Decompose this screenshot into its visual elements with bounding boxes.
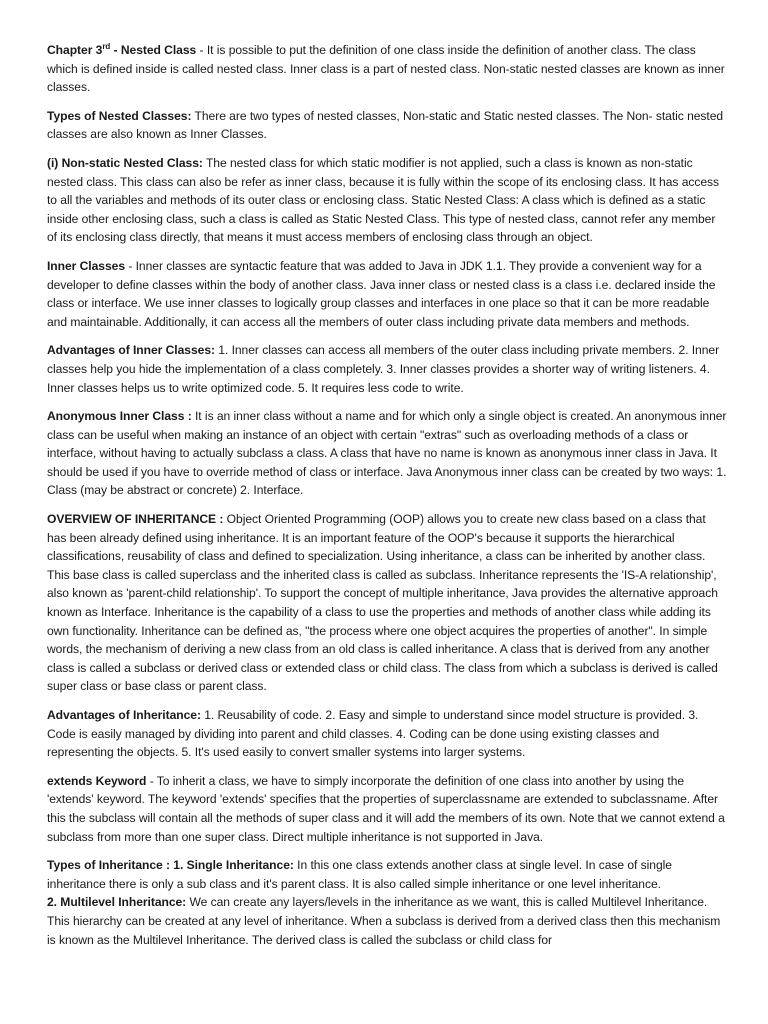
paragraph-overview-of-inheritance xyxy=(47,510,728,696)
paragraph-body: In this one class extends another class at single level. In case of single inheritance there is only a sub class and it's parent class. It is also called simple inheritance or one level inheritance. xyxy=(47,858,672,891)
paragraph-body: - Inner classes are syntactic feature that was added to Java in JDK 1.1. They provide a convenient way for a developer to define classes within the body of another class. Java inner class or nested class is a class i.e. declared inside the class or interface. We use inner classes to logically group classes and interfaces in one place so that it can be more readable and maintainable. Additionally, it can access all the members of outer class including private data members and methods. xyxy=(47,258,716,329)
paragraph-lead: (i) Non-static Nested Class: xyxy=(47,155,203,170)
paragraph-lead: extends Keyword xyxy=(47,773,147,788)
paragraph-lead: Advantages of Inheritance: xyxy=(47,708,201,722)
paragraph-lead: Inner Classes xyxy=(47,258,126,273)
paragraph-lead: OVERVIEW OF INHERITANCE : xyxy=(47,512,224,527)
paragraph-types-of-nested-classes xyxy=(47,107,728,144)
paragraph-advantages-inner-classes xyxy=(47,341,728,397)
paragraph-body: There are two types of nested classes, Non-static and Static nested classes. The Non- static nested classes are also known as Inner Classes. xyxy=(47,108,724,142)
chapter-ordinal-suffix: rd xyxy=(102,41,111,51)
paragraph-body: - It is possible to put the definition of one class inside the definition of another class. The class which is defined inside is called nested class. Inner class is a part of nested class. Non-static nested classes are known as inner classes. xyxy=(47,43,725,95)
paragraph-nested-class xyxy=(47,41,728,97)
paragraph-body: The nested class for which static modifier is not applied, such a class is known as non-static nested class. This class can also be refer as inner class, because it is fully within the scope of its enclosing class. It has access to all the variables and methods of its outer class or enclosing class. Static Nested Class: A class which is defined as a static inside other enclosing class, such a class is called as Static Nested Class. This type of nested class, cannot refer any member of its enclosing class directly, that means it must access members of enclosing class through an object. xyxy=(47,155,720,245)
paragraph-lead: Advantages of Inner Classes: xyxy=(47,343,215,358)
paragraph-inner-classes xyxy=(47,257,728,331)
paragraph-lead: Types of Nested Classes: xyxy=(47,108,192,123)
paragraph-extends-keyword xyxy=(47,772,728,846)
paragraph-body-multilevel: We can create any layers/levels in the inheritance as we want, this is called Multilevel Inheritance. This hierarchy can be created at any level of inheritance. When a subclass is derived from a derived class then this mechanism is known as the Multilevel Inheritance. The derived class is called the subclass or child class for xyxy=(47,895,721,947)
paragraph-lead: Anonymous Inner Class : xyxy=(47,409,192,424)
paragraph-anonymous-inner-class xyxy=(47,407,728,500)
paragraph-body: Object Oriented Programming (OOP) allows you to create new class based on a class that has been already defined using inheritance. It is an important feature of the OOP's because it supports the hierarchical classifications, reusability of class and defined to specialization. Using inheritance, a class can be inherited by another class. This base class is called superclass and the inherited class is called as subclass. Inheritance represents the 'IS-A relationship', also known as 'parent-child relationship'. To support the concept of multiple inheritance, Java provides the alternative approach known as Interface. Inheritance is the capability of a class to use the properties and methods of another class while adding its own functionality. Inheritance can be defined as, "the process where one object acquires the properties of another". In simple words, the mechanism of deriving a new class from an old class is called inheritance. A class that is derived from any another class is called a subclass or derived class or extended class or child class. The class from which a subclass is derived is called super class or base class or parent class. xyxy=(47,512,718,694)
paragraph-body: It is an inner class without a name and for which only a single object is created. An anonymous inner class can be useful when making an instance of an object with certain "extras" such as overloading methods of a class or interface, without having to actually subclass a class. A class that have no name is known as anonymous inner class in Java. It should be used if you have to override method of class or interface. Java Anonymous inner class can be created by two ways: 1. Class (may be abstract or concrete) 2. Interface. xyxy=(47,409,727,498)
paragraph-lead-multilevel: 2. Multilevel Inheritance: xyxy=(47,895,187,910)
paragraph-body: 1. Inner classes can access all members of the outer class including private members. 2. Inner classes help you hide the implementation of a class completely. 3. Inner classes provides a shorter way of writing listeners. 4. Inner classes helps us to write optimized code. 5. It requires less code to write. xyxy=(47,343,720,395)
paragraph-advantages-of-inheritance xyxy=(47,706,728,762)
paragraph-body: 1. Reusability of code. 2. Easy and simple to understand since model structure is provided. 3. Code is easily managed by dividing into parent and child classes. 4. Coding can be done using existing classes and representing the objects. 5. It's used easily to convert smaller systems into larger systems. xyxy=(47,708,699,760)
paragraph-body: - To inherit a class, we have to simply incorporate the definition of one class into another by using the 'extends' keyword. The keyword 'extends' specifies that the properties of superclassname are extended to subclassname. After this the subclass will contain all the methods of super class and it will add the members of its own. Note that we cannot extend a subclass from more than one super class. Direct multiple inheritance is not supported in Java. xyxy=(47,773,725,844)
chapter-heading: Chapter 3rd - Nested Class xyxy=(47,41,197,57)
paragraph-non-static-nested-class xyxy=(47,154,728,247)
paragraph-types-of-inheritance xyxy=(47,856,728,949)
paragraph-lead: Types of Inheritance : 1. Single Inheritance: xyxy=(47,858,294,873)
